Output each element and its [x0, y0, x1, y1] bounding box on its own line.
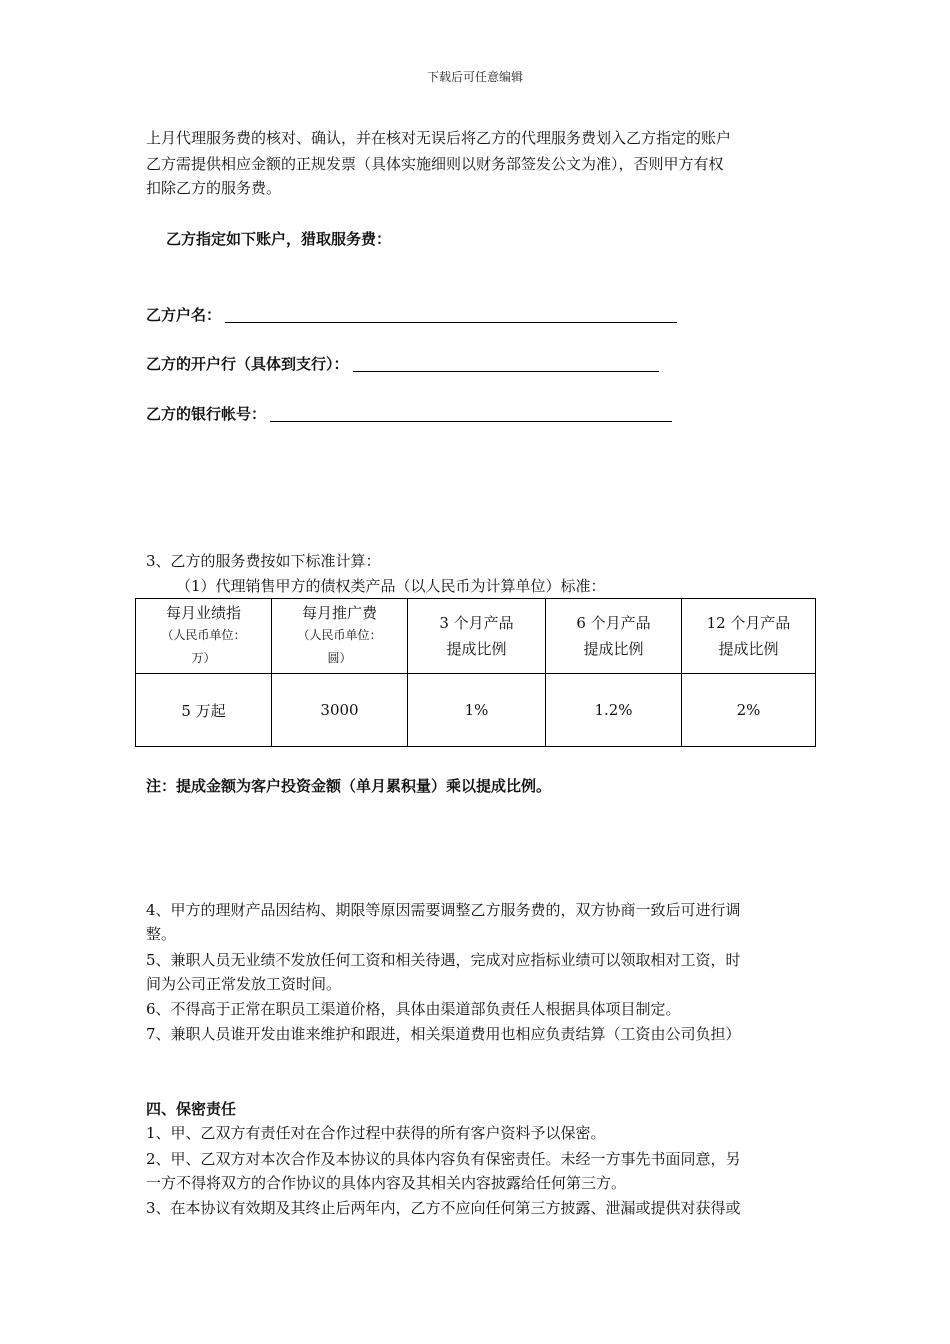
table-header-cell	[408, 599, 546, 674]
page-header: 下载后可任意编辑	[426, 70, 523, 84]
table-cell: 1%	[408, 674, 546, 747]
item-line: 6、不得高于正常在职员工渠道价格，具体由渠道部负责任人根据具体项目制定。	[146, 1000, 681, 1018]
item-3: 3、乙方的服务费按如下标准计算：	[146, 552, 381, 570]
table-cell: 5 万起	[136, 674, 272, 747]
table-cell: 3000	[272, 674, 408, 747]
header-sub: （人民币单位：	[297, 628, 382, 642]
table-header-cell	[136, 599, 272, 674]
header-line: 3 个月产品	[439, 614, 514, 632]
header-line: 12 个月产品	[706, 614, 791, 632]
paragraph-line: 乙方需提供相应金额的正规发票（具体实施细则以财务部签发公文为准），否则甲方有权	[146, 155, 724, 173]
table-cell: 2%	[682, 674, 816, 747]
fee-table	[135, 598, 816, 747]
section-title: 四、保密责任	[146, 1100, 237, 1118]
account-name-label: 乙方户名：	[146, 306, 222, 324]
account-number-blank	[270, 420, 672, 422]
section-line: 1、甲、乙双方有责任对在合作过程中获得的所有客户资料予以保密。	[146, 1124, 606, 1142]
header-line: 提成比例	[446, 640, 507, 658]
header-sub: 圆）	[327, 651, 352, 665]
bank-field	[146, 353, 659, 376]
header-main: 每月业绩指	[165, 604, 241, 622]
header-sub: 万）	[191, 651, 216, 665]
paragraph-line: 上月代理服务费的核对、确认，并在核对无误后将乙方的代理服务费划入乙方指定的账户	[146, 129, 732, 147]
table-cell: 1.2%	[546, 674, 682, 747]
account-number-field	[146, 403, 672, 426]
item-line: 4、甲方的理财产品因结构、期限等原因需要调整乙方服务费的，双方协商一致后可进行调	[146, 901, 741, 919]
table-header-cell	[682, 599, 816, 674]
bank-label: 乙方的开户行（具体到支行）：	[146, 355, 349, 373]
table-header-row	[136, 599, 816, 674]
item-line: 7、兼职人员谁开发由谁来维护和跟进，相关渠道费用也相应负责结算（工资由公司负担）	[146, 1025, 741, 1043]
item-line: 整。	[146, 925, 177, 943]
item-3-sub: （1）代理销售甲方的债权类产品（以人民币为计算单位）标准：	[176, 577, 606, 595]
item-line: 5、兼职人员无业绩不发放任何工资和相关待遇，完成对应指标业绩可以领取相对工资，时	[146, 951, 741, 969]
item-line: 间为公司正常发放工资时间。	[146, 975, 342, 993]
header-line: 提成比例	[718, 640, 779, 658]
section-line: 2、甲、乙双方对本次合作及本协议的具体内容负有保密责任。未经一方事先书面同意，另	[146, 1150, 741, 1168]
paragraph-line: 扣除乙方的服务费。	[146, 179, 282, 197]
header-line: 6 个月产品	[576, 614, 651, 632]
note: 注：提成金额为客户投资金额（单月累积量）乘以提成比例。	[146, 777, 552, 795]
table-header-cell	[546, 599, 682, 674]
account-heading: 乙方指定如下账户，猎取服务费：	[166, 230, 392, 248]
header-line: 提成比例	[583, 640, 644, 658]
account-name-blank	[225, 321, 677, 323]
section-line: 一方不得将双方的合作协议的具体内容及其相关内容披露给任何第三方。	[146, 1174, 627, 1192]
header-sub: （人民币单位：	[161, 628, 246, 642]
table-row	[136, 674, 816, 747]
section-line: 3、在本协议有效期及其终止后两年内，乙方不应向任何第三方披露、泄漏或提供对获得或	[146, 1199, 741, 1217]
table-header-cell	[272, 599, 408, 674]
header-main: 每月推广费	[301, 604, 377, 622]
account-number-label: 乙方的银行帐号：	[146, 405, 267, 423]
account-name-field	[146, 304, 677, 327]
bank-blank	[353, 370, 659, 372]
